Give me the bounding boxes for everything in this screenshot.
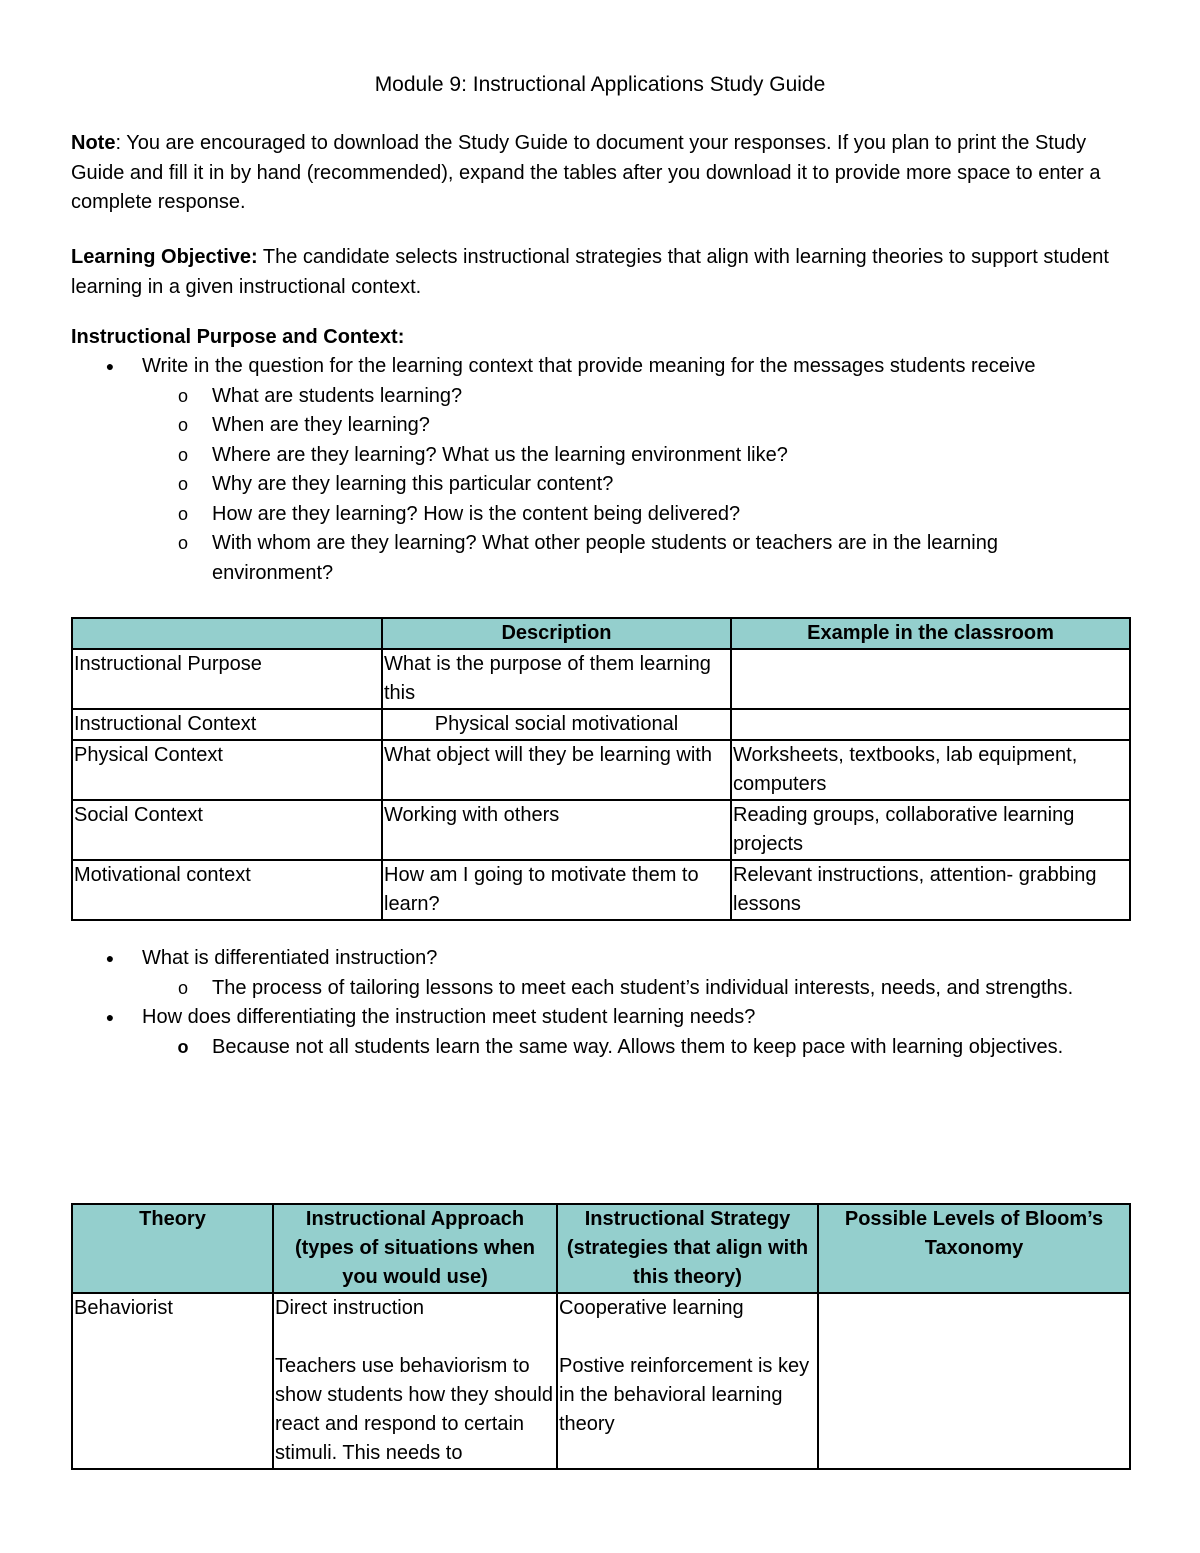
list-item-text: Because not all students learn the same way. Allows them to keep pace with learning objectives. <box>212 1035 1064 1058</box>
table-cell: Motivational context <box>72 860 382 920</box>
objective-text: The candidate selects instructional strategies that align with learning theories to support student learning in a given instructional context. <box>71 246 1109 298</box>
note-paragraph <box>71 129 1131 218</box>
table-cell: Worksheets, textbooks, lab equipment, computers <box>731 740 1130 800</box>
table-cell: Physical social motivational <box>382 709 731 740</box>
header-cell: Possible Levels of Bloom’s Taxonomy <box>818 1204 1130 1293</box>
circle-bullet-icon: o <box>177 1036 189 1057</box>
table-cell: Relevant instructions, attention- grabbing lessons <box>731 860 1130 920</box>
list-item-text: Write in the question for the learning context that provide meaning for the messages students receive <box>142 355 1036 377</box>
cell-text: Cooperative learning <box>559 1297 744 1319</box>
note-text: : You are encouraged to download the Study Guide to document your responses. If you plan to print the Study Guide and fill it in by hand (recommended), expand the tables after you download it to provide more space to enter a complete response. <box>71 132 1101 213</box>
list-item <box>0 1033 1200 1063</box>
bullet-icon: ● <box>105 1009 115 1025</box>
table-cell <box>557 1293 818 1469</box>
table-cell <box>731 709 1130 740</box>
objective-label: Learning Objective: <box>71 246 258 268</box>
list-item-text: Why are they learning this particular content? <box>212 473 614 495</box>
list-item <box>0 470 1200 500</box>
context-question-list <box>0 352 1200 588</box>
circle-bullet-icon: o <box>177 415 188 435</box>
differentiation-list <box>0 944 1200 1062</box>
table-cell <box>731 649 1130 709</box>
list-item <box>0 411 1200 441</box>
bullet-icon: ● <box>105 950 115 966</box>
circle-bullet-icon: o <box>177 503 188 524</box>
header-cell: Instructional Approach (types of situations when you would use) <box>273 1204 557 1293</box>
circle-bullet-icon: o <box>177 444 188 465</box>
header-cell: Description <box>382 618 731 649</box>
header-cell: Theory <box>72 1204 273 1293</box>
table-cell: Social Context <box>72 800 382 860</box>
page-title: Module 9: Instructional Applications Study Guide <box>374 73 826 96</box>
circle-bullet-icon: o <box>177 533 188 553</box>
table-cell: Behaviorist <box>72 1293 273 1469</box>
list-item <box>0 500 1200 530</box>
circle-bullet-icon: o <box>177 385 188 406</box>
table-row <box>72 740 1130 800</box>
bullet-icon: ● <box>105 358 115 374</box>
list-item-text: What is differentiated instruction? <box>142 947 438 969</box>
table-cell: Instructional Purpose <box>72 649 382 709</box>
table-cell: What is the purpose of them learning this <box>382 649 731 709</box>
table-row <box>72 709 1130 740</box>
cell-text: Postive reinforcement is key in the behavioral learning theory <box>559 1355 810 1435</box>
header-cell <box>72 618 382 649</box>
table-header-row <box>72 618 1130 649</box>
list-item <box>0 944 1200 974</box>
table-cell: How am I going to motivate them to learn? <box>382 860 731 920</box>
list-item <box>0 382 1200 412</box>
context-table <box>71 617 1131 921</box>
list-item-text: What are students learning? <box>212 384 463 407</box>
table-cell <box>273 1293 557 1469</box>
cell-text: Direct instruction <box>275 1297 424 1319</box>
learning-objective-paragraph <box>71 243 1131 302</box>
note-label: Note <box>71 132 116 154</box>
table-header-row <box>72 1204 1130 1293</box>
list-item-text: With whom are they learning? What other people students or teachers are in the learning environment? <box>212 532 998 584</box>
list-item <box>0 352 1200 382</box>
table-cell: Working with others <box>382 800 731 860</box>
purpose-heading: Instructional Purpose and Context: <box>71 326 405 348</box>
list-item <box>0 441 1200 471</box>
table-row <box>72 860 1130 920</box>
table-row <box>72 800 1130 860</box>
table-row <box>72 1293 1130 1469</box>
table-cell: What object will they be learning with <box>382 740 731 800</box>
header-cell: Instructional Strategy (strategies that align with this theory) <box>557 1204 818 1293</box>
list-item-text: How does differentiating the instruction meet student learning needs? <box>142 1006 756 1028</box>
table-row <box>72 649 1130 709</box>
table-cell: Reading groups, collaborative learning projects <box>731 800 1130 860</box>
list-item <box>0 1003 1200 1033</box>
list-item <box>0 974 1200 1004</box>
list-item-text: Where are they learning? What us the learning environment like? <box>212 443 788 466</box>
table-cell: Instructional Context <box>72 709 382 740</box>
table-cell <box>818 1293 1130 1469</box>
circle-bullet-icon: o <box>177 474 188 494</box>
blank-line <box>559 1323 816 1352</box>
table-cell: Physical Context <box>72 740 382 800</box>
cell-text: Teachers use behaviorism to show students how they should react and respond to certain stimuli. This needs to <box>275 1355 553 1464</box>
list-item-text: How are they learning? How is the content being delivered? <box>212 502 741 525</box>
list-item-text: When are they learning? <box>212 414 430 436</box>
blank-line <box>275 1323 555 1352</box>
list-item <box>0 529 1200 588</box>
header-cell: Example in the classroom <box>731 618 1130 649</box>
list-item-text: The process of tailoring lessons to meet each student’s individual interests, needs, and strengths. <box>212 976 1074 999</box>
theory-table <box>71 1203 1131 1470</box>
circle-bullet-icon: o <box>177 977 188 998</box>
